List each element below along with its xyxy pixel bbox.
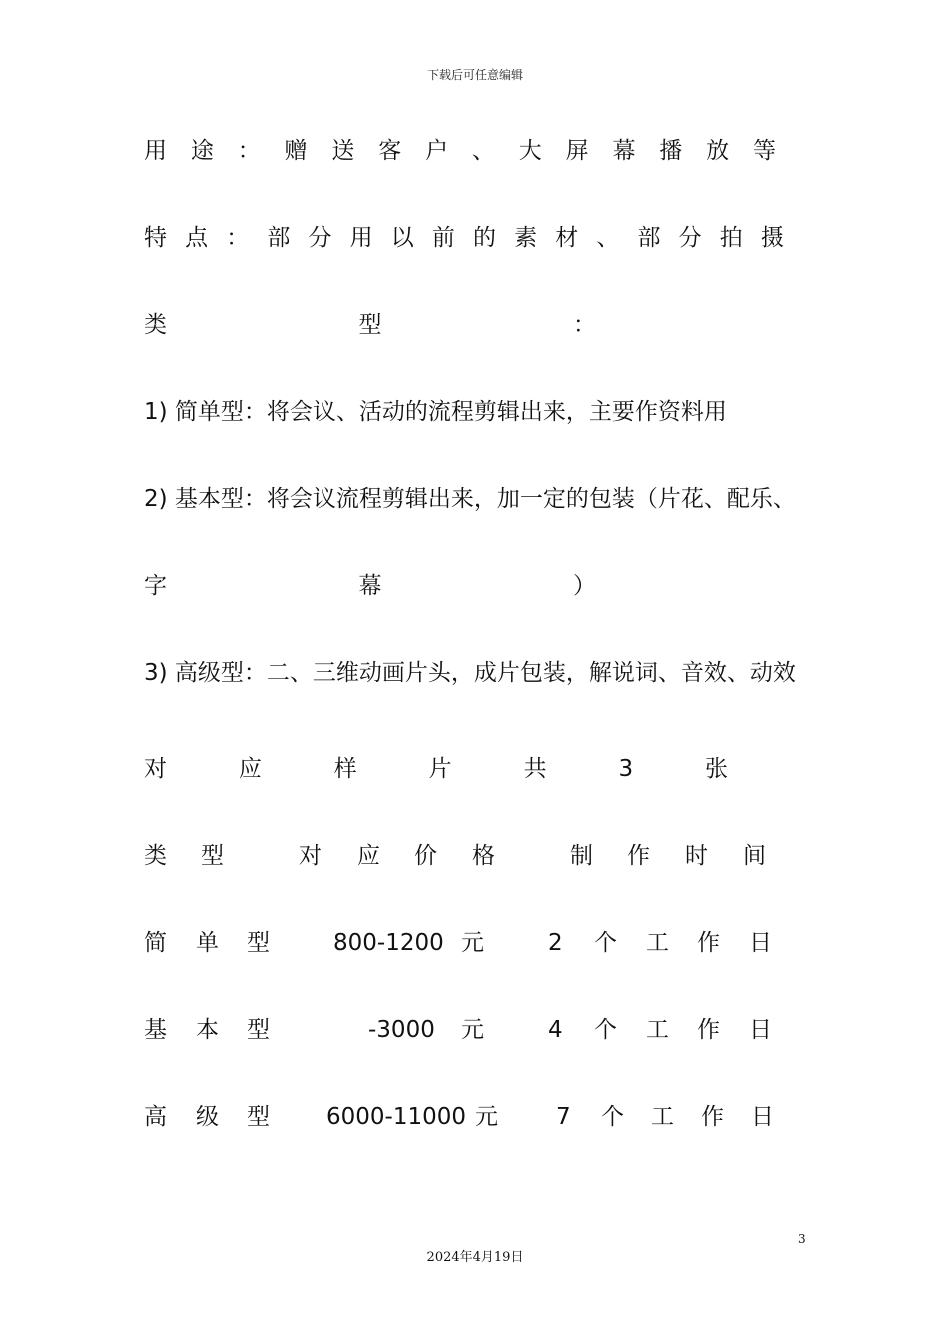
usage-char: 客 — [378, 138, 402, 164]
table-header-cell: 价 — [414, 843, 437, 869]
item-advanced: 3) 高级型：二、三维动画片头，成片包装，解说词、音效、动效 — [144, 660, 796, 686]
item-basic-cont-char: 字 — [144, 573, 167, 599]
usage-char: 户 — [425, 138, 449, 164]
row-type-char: 型 — [247, 930, 270, 956]
feature-line — [144, 224, 784, 252]
table-header-cell: 制 — [570, 843, 593, 869]
row-type-char: 级 — [196, 1104, 219, 1130]
row-days: 2 — [548, 930, 563, 956]
row-tail-char: 日 — [751, 1104, 774, 1130]
samples-char: 共 — [523, 756, 547, 782]
row-unit: 元 — [461, 1017, 484, 1043]
usage-char: 途 — [190, 138, 214, 164]
type-heading-char: 型 — [358, 312, 382, 338]
samples-char: 样 — [333, 756, 357, 782]
feature-char: 、 — [596, 225, 620, 251]
usage-char: 、 — [471, 138, 495, 164]
usage-line — [144, 137, 776, 165]
row-tail-char: 日 — [749, 1017, 772, 1043]
samples-char: 3 — [618, 756, 634, 782]
type-heading-char: ： — [573, 312, 596, 338]
samples-char: 片 — [428, 756, 452, 782]
usage-char: 屏 — [565, 138, 589, 164]
table-header-row — [144, 842, 774, 870]
table-header-cell: 作 — [627, 843, 650, 869]
row-days: 7 — [556, 1104, 571, 1130]
feature-char: 材 — [555, 225, 579, 251]
item-basic-cont-char: ） — [573, 573, 596, 599]
feature-char: 的 — [473, 225, 496, 251]
table-header-cell: 类 — [144, 843, 167, 869]
feature-char: 拍 — [719, 225, 743, 251]
usage-char: 用 — [144, 138, 167, 164]
usage-char: 送 — [331, 138, 355, 164]
usage-char: ： — [237, 138, 261, 164]
samples-char: 张 — [704, 756, 728, 782]
row-tail-char: 个 — [594, 930, 617, 956]
type-heading-char: 类 — [144, 312, 167, 338]
usage-char: 播 — [659, 138, 683, 164]
row-type-char: 本 — [196, 1017, 219, 1043]
item-basic: 2) 基本型：将会议流程剪辑出来，加一定的包装（片花、配乐、 — [144, 486, 796, 512]
row-tail-char: 个 — [594, 1017, 617, 1043]
feature-char: 分 — [678, 225, 702, 251]
table-row — [144, 929, 774, 957]
feature-char: 以 — [390, 225, 414, 251]
feature-char: 部 — [267, 225, 291, 251]
row-price: -3000 — [368, 1017, 435, 1043]
type-heading-line — [144, 311, 596, 339]
table-row — [144, 1016, 774, 1044]
row-type-char: 简 — [144, 930, 167, 956]
row-type-char: 型 — [247, 1104, 270, 1130]
table-header-cell: 时 — [685, 843, 708, 869]
feature-char: 用 — [349, 225, 373, 251]
feature-char: 分 — [308, 225, 332, 251]
row-tail-char: 作 — [701, 1104, 724, 1130]
row-tail-char: 工 — [646, 930, 669, 956]
table-header-cell: 间 — [743, 843, 766, 869]
row-type-char: 型 — [247, 1017, 270, 1043]
row-unit: 元 — [475, 1104, 498, 1130]
row-tail-char: 作 — [697, 930, 720, 956]
usage-char: 幕 — [612, 138, 636, 164]
table-row — [144, 1103, 774, 1131]
row-days: 4 — [548, 1017, 563, 1043]
usage-char: 等 — [752, 138, 776, 164]
row-price: 800-1200 — [333, 930, 444, 956]
row-tail-char: 工 — [646, 1017, 669, 1043]
row-type-char: 单 — [196, 930, 219, 956]
row-tail-char: 工 — [651, 1104, 674, 1130]
usage-char: 赠 — [284, 138, 308, 164]
row-price: 6000-11000 — [326, 1104, 466, 1130]
row-tail-char: 作 — [697, 1017, 720, 1043]
item-basic-continued — [144, 572, 596, 600]
page-header: 下载后可任意编辑 — [426, 68, 523, 82]
table-header-cell: 应 — [357, 843, 380, 869]
feature-char: 特 — [144, 225, 167, 251]
row-unit: 元 — [461, 930, 484, 956]
feature-char: ： — [226, 225, 250, 251]
usage-char: 放 — [706, 138, 730, 164]
footer-date: 2024年4月19日 — [426, 1250, 524, 1265]
samples-line — [144, 755, 728, 783]
row-tail-char: 个 — [601, 1104, 624, 1130]
feature-char: 摄 — [760, 225, 784, 251]
usage-char: 大 — [518, 138, 542, 164]
table-header-cell: 型 — [201, 843, 224, 869]
feature-char: 部 — [637, 225, 661, 251]
row-type-char: 基 — [144, 1017, 167, 1043]
table-header-cell: 对 — [299, 843, 322, 869]
page-number: 3 — [798, 1232, 806, 1246]
row-type-char: 高 — [144, 1104, 167, 1130]
samples-char: 应 — [238, 756, 262, 782]
row-tail-char: 日 — [749, 930, 772, 956]
table-header-cell: 格 — [472, 843, 495, 869]
item-basic-cont-char: 幕 — [358, 573, 382, 599]
feature-char: 前 — [431, 225, 455, 251]
feature-char: 素 — [514, 225, 538, 251]
samples-char: 对 — [144, 756, 167, 782]
item-simple: 1) 简单型：将会议、活动的流程剪辑出来，主要作资料用 — [144, 399, 727, 425]
feature-char: 点 — [185, 225, 209, 251]
